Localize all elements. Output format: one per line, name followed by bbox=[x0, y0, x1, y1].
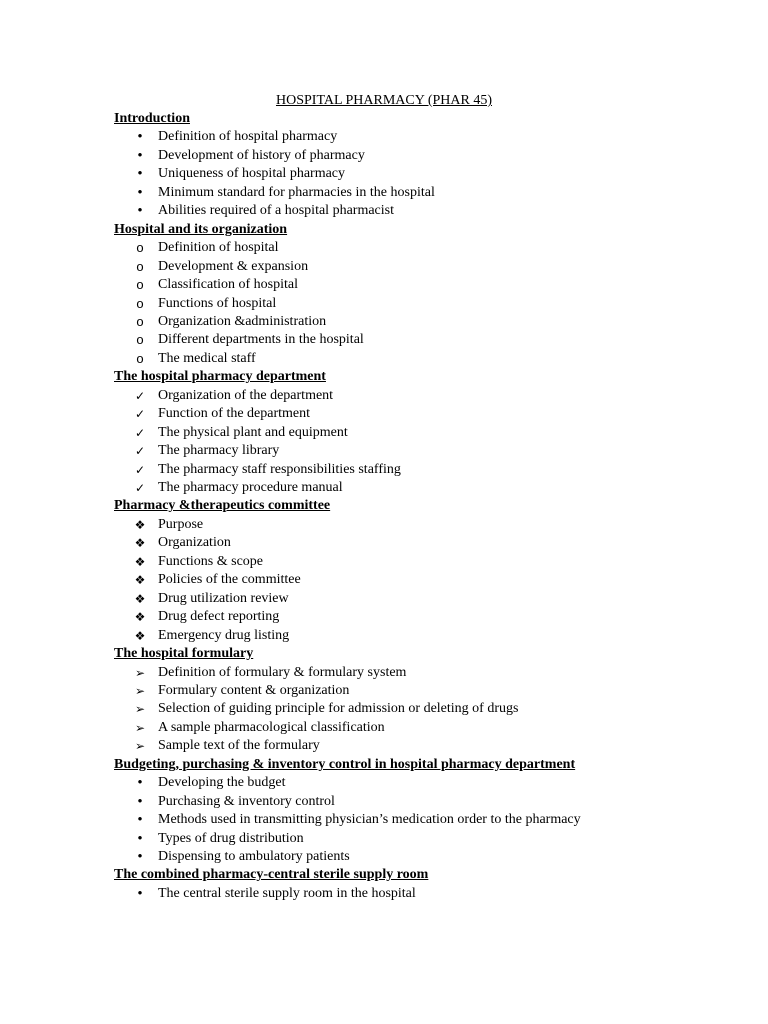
list-item-label: Definition of hospital bbox=[158, 240, 279, 256]
list-item bbox=[0, 202, 768, 220]
list-item-label: Policies of the committee bbox=[158, 572, 301, 588]
list-item bbox=[0, 793, 768, 811]
arrow-bullet-icon: ➢ bbox=[134, 702, 146, 717]
diamond-bullet-icon: ❖ bbox=[134, 610, 146, 625]
check-bullet-icon: ✓ bbox=[134, 462, 146, 477]
diamond-bullet-icon: ❖ bbox=[134, 591, 146, 606]
list-item-label: Formulary content & organization bbox=[158, 682, 350, 698]
list-item bbox=[0, 848, 768, 866]
list-item bbox=[0, 700, 768, 718]
section-heading: The hospital formulary bbox=[114, 646, 254, 662]
list-item bbox=[0, 442, 768, 460]
list-item bbox=[0, 479, 768, 497]
list-item-label: Minimum standard for pharmacies in the hospital bbox=[158, 184, 435, 200]
list-item-label: The medical staff bbox=[158, 350, 256, 366]
list-item bbox=[0, 737, 768, 755]
section-heading: Introduction bbox=[114, 111, 190, 126]
check-bullet-icon: ✓ bbox=[134, 444, 146, 459]
list-item-label: Abilities required of a hospital pharmacist bbox=[158, 203, 394, 219]
list-item bbox=[0, 184, 768, 202]
disc-bullet-icon: • bbox=[137, 849, 143, 865]
diamond-bullet-icon: ❖ bbox=[134, 628, 146, 643]
list-item bbox=[0, 664, 768, 682]
list-item-label: Selection of guiding principle for admission or deleting of drugs bbox=[158, 701, 519, 717]
list-item-label: Types of drug distribution bbox=[158, 830, 304, 846]
list-item-label: Functions of hospital bbox=[158, 295, 277, 311]
list-item-label: Purpose bbox=[158, 516, 204, 532]
list-item bbox=[0, 590, 768, 608]
list-item-label: Dispensing to ambulatory patients bbox=[158, 849, 350, 864]
list-item bbox=[0, 165, 768, 183]
circle-o-bullet-icon: o bbox=[136, 258, 144, 274]
list-item-label: The pharmacy library bbox=[158, 443, 280, 459]
check-bullet-icon: ✓ bbox=[134, 481, 146, 495]
circle-o-bullet-icon: o bbox=[136, 295, 144, 311]
list-item-label: Organization of the department bbox=[158, 387, 334, 403]
list-item bbox=[0, 774, 768, 792]
arrow-bullet-icon: ➢ bbox=[134, 739, 146, 754]
list-item-label: Development & expansion bbox=[158, 258, 309, 274]
list-item-label: Development of history of pharmacy bbox=[158, 147, 365, 163]
list-item-label: Drug defect reporting bbox=[158, 609, 280, 625]
list-item bbox=[0, 571, 768, 589]
list-item-label: Developing the budget bbox=[158, 775, 286, 791]
check-bullet-icon: ✓ bbox=[134, 425, 146, 440]
list-item-label: The pharmacy procedure manual bbox=[158, 480, 343, 495]
list-item bbox=[0, 461, 768, 479]
disc-bullet-icon: • bbox=[137, 830, 143, 847]
disc-bullet-icon: • bbox=[137, 184, 143, 201]
circle-o-bullet-icon: o bbox=[136, 277, 144, 293]
list-item bbox=[0, 424, 768, 442]
list-item bbox=[0, 682, 768, 700]
list-item bbox=[0, 239, 768, 257]
list-item-label: Sample text of the formulary bbox=[158, 738, 320, 754]
disc-bullet-icon: • bbox=[137, 885, 143, 902]
list-item-label: Definition of hospital pharmacy bbox=[158, 129, 338, 145]
list-item-label: Uniqueness of hospital pharmacy bbox=[158, 166, 346, 182]
list-item bbox=[0, 719, 768, 737]
list-item bbox=[0, 276, 768, 294]
list-item bbox=[0, 128, 768, 146]
list-item bbox=[0, 608, 768, 626]
diamond-bullet-icon: ❖ bbox=[134, 536, 146, 551]
disc-bullet-icon: • bbox=[137, 147, 143, 164]
diamond-bullet-icon: ❖ bbox=[134, 573, 146, 588]
list-item bbox=[0, 830, 768, 848]
list-item-label: Emergency drug listing bbox=[158, 627, 290, 643]
section-heading: Budgeting, purchasing & inventory control in hospital pharmacy department bbox=[114, 756, 576, 772]
section-heading: The combined pharmacy-central sterile supply room bbox=[114, 867, 429, 883]
section-heading: Hospital and its organization bbox=[114, 221, 288, 237]
list-item bbox=[0, 627, 768, 645]
list-item bbox=[0, 516, 768, 534]
list-item bbox=[0, 295, 768, 313]
arrow-bullet-icon: ➢ bbox=[134, 720, 146, 735]
list-item-label: Organization &administration bbox=[158, 313, 327, 329]
disc-bullet-icon: • bbox=[137, 793, 143, 810]
disc-bullet-icon: • bbox=[137, 203, 143, 220]
diamond-bullet-icon: ❖ bbox=[134, 517, 146, 532]
list-item bbox=[0, 885, 768, 903]
disc-bullet-icon: • bbox=[137, 775, 143, 792]
list-item-label: The central sterile supply room in the hospital bbox=[158, 885, 416, 901]
arrow-bullet-icon: ➢ bbox=[134, 683, 146, 698]
list-item bbox=[0, 350, 768, 368]
document-title: HOSPITAL PHARMACY (PHAR 45) bbox=[275, 93, 493, 108]
circle-o-bullet-icon: o bbox=[136, 313, 144, 329]
circle-o-bullet-icon: o bbox=[136, 240, 144, 256]
disc-bullet-icon: • bbox=[137, 812, 143, 829]
list-item bbox=[0, 147, 768, 165]
list-item-label: Classification of hospital bbox=[158, 277, 298, 293]
list-item bbox=[0, 405, 768, 423]
disc-bullet-icon: • bbox=[137, 129, 143, 146]
list-item bbox=[0, 811, 768, 829]
list-item-label: Purchasing & inventory control bbox=[158, 793, 335, 809]
list-item-label: Methods used in transmitting physician’s medication order to the pharmacy bbox=[158, 812, 581, 828]
check-bullet-icon: ✓ bbox=[134, 407, 146, 422]
list-item bbox=[0, 258, 768, 276]
check-bullet-icon: ✓ bbox=[134, 388, 146, 403]
list-item-label: Function of the department bbox=[158, 406, 311, 422]
list-item-label: A sample pharmacological classification bbox=[158, 719, 385, 735]
list-item bbox=[0, 313, 768, 331]
circle-o-bullet-icon: o bbox=[136, 332, 144, 348]
list-item bbox=[0, 387, 768, 405]
list-item-label: Definition of formulary & formulary system bbox=[158, 664, 407, 680]
arrow-bullet-icon: ➢ bbox=[134, 665, 146, 680]
list-item-label: The pharmacy staff responsibilities staffing bbox=[158, 461, 401, 477]
list-item-label: The physical plant and equipment bbox=[158, 424, 348, 440]
circle-o-bullet-icon: o bbox=[136, 350, 144, 366]
list-item-label: Different departments in the hospital bbox=[158, 332, 364, 348]
list-item-label: Organization bbox=[158, 535, 231, 551]
diamond-bullet-icon: ❖ bbox=[134, 554, 146, 569]
list-item-label: Functions & scope bbox=[158, 553, 263, 569]
list-item bbox=[0, 553, 768, 571]
list-item bbox=[0, 331, 768, 349]
list-item bbox=[0, 534, 768, 552]
disc-bullet-icon: • bbox=[137, 166, 143, 183]
section-heading: The hospital pharmacy department bbox=[114, 369, 326, 385]
list-item-label: Drug utilization review bbox=[158, 590, 289, 606]
section-heading: Pharmacy &therapeutics committee bbox=[114, 498, 331, 514]
